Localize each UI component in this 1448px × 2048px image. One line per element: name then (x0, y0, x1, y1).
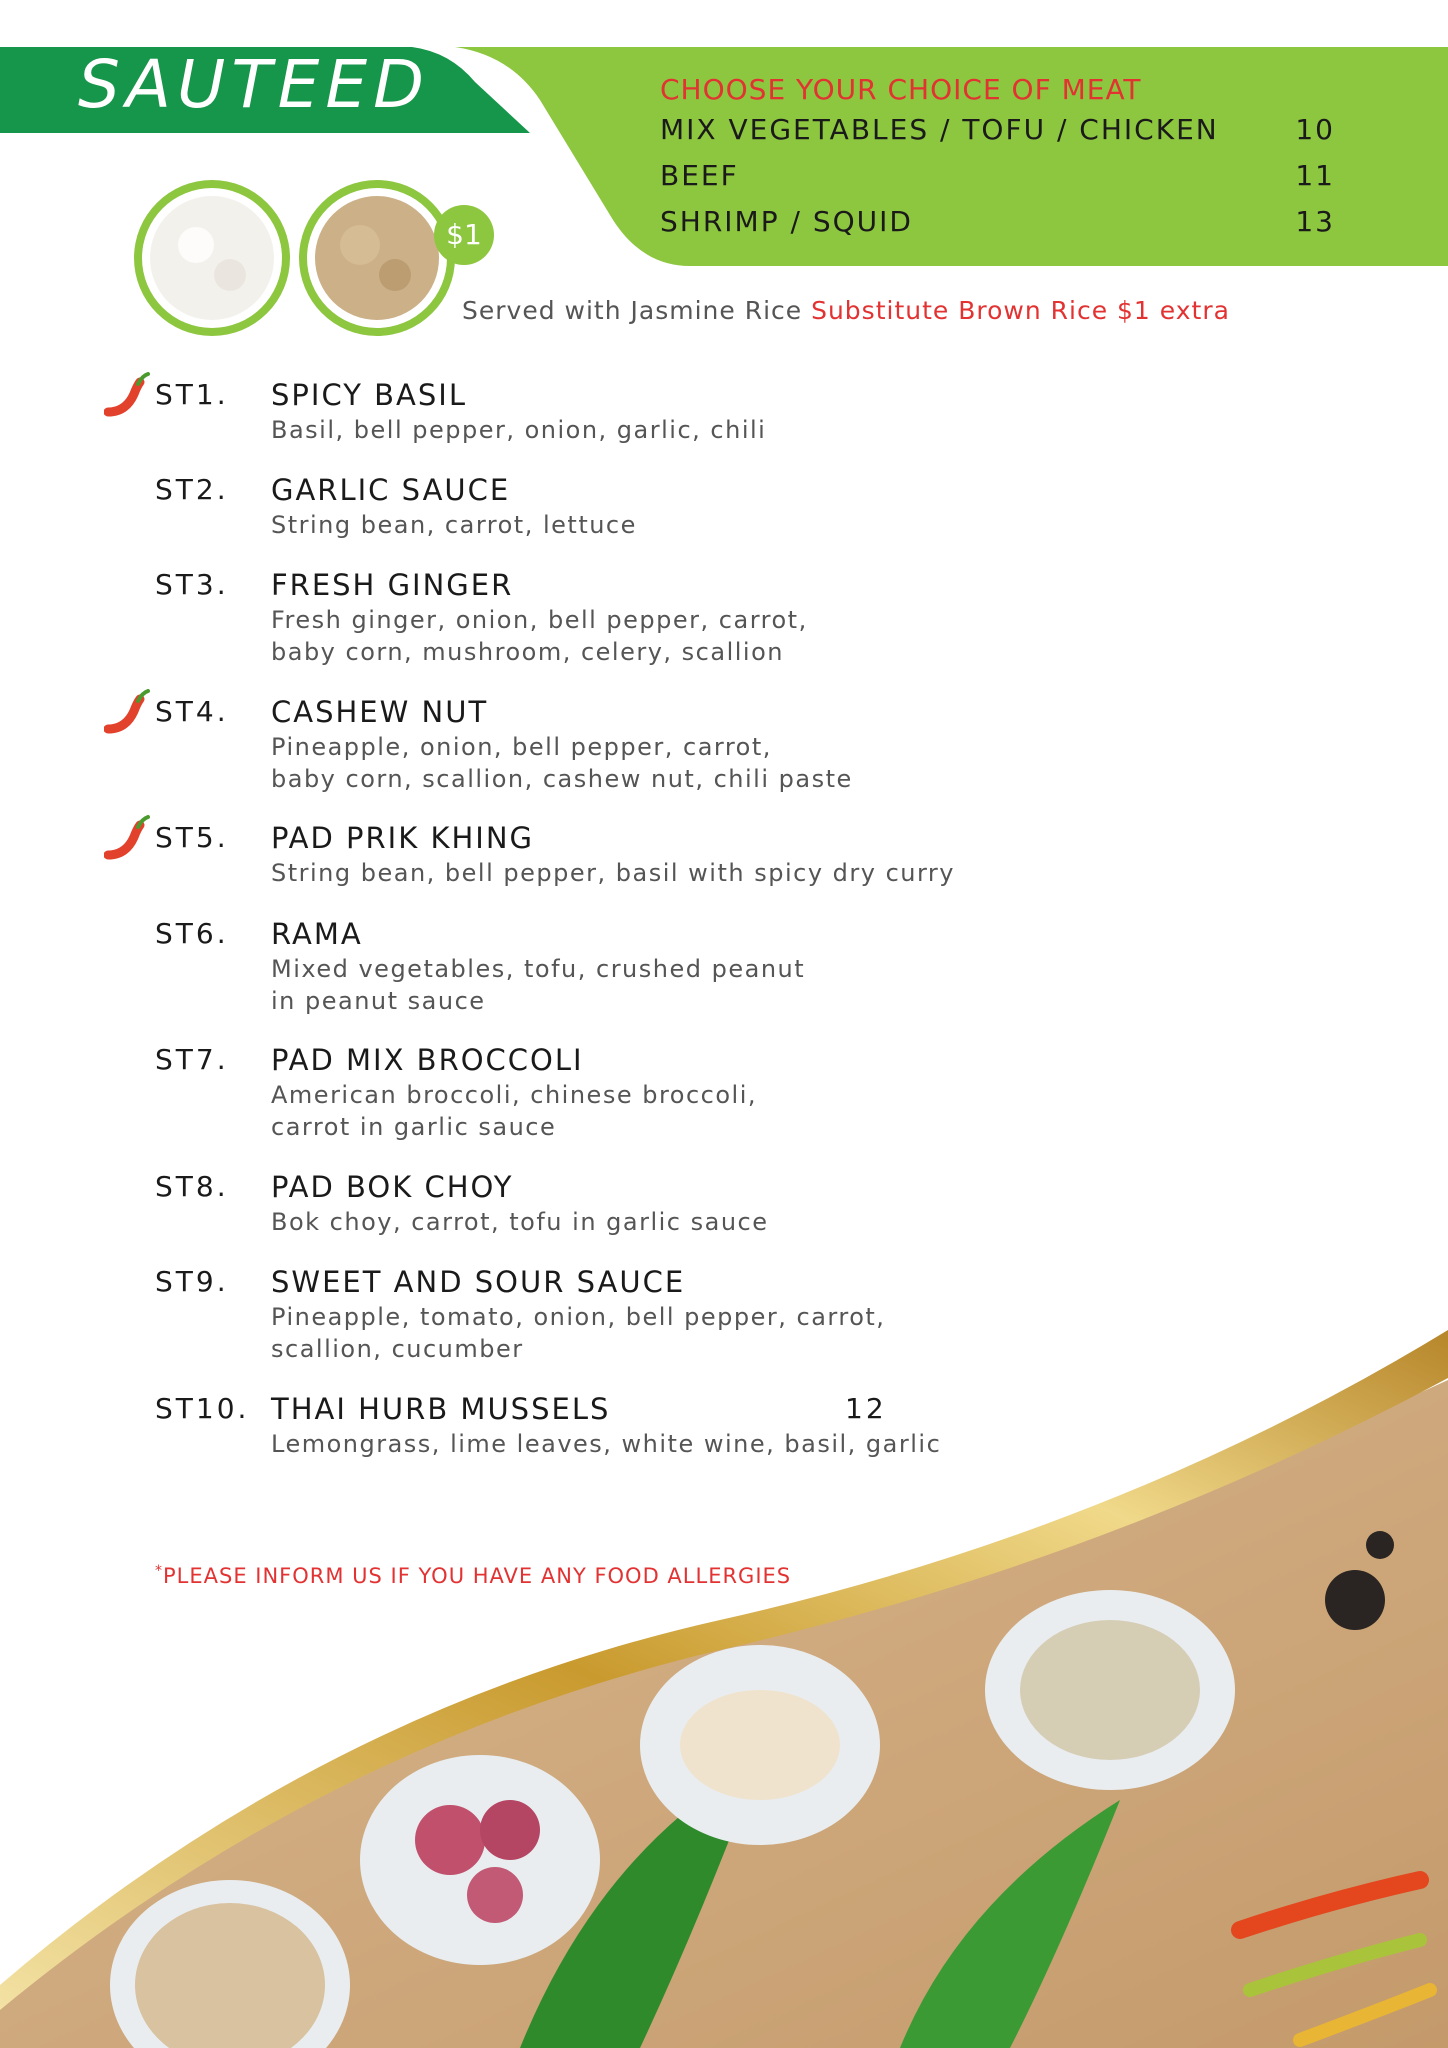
chili-icon (104, 815, 150, 863)
meat-option-price: 13 (1295, 205, 1335, 238)
item-description (271, 414, 766, 446)
item-name: SPICY BASIL (271, 378, 467, 412)
description-line: Lemongrass, lime leaves, white wine, basil, garlic (271, 1430, 942, 1458)
meat-option-row (660, 159, 1335, 192)
allergy-text: PLEASE INFORM US IF YOU HAVE ANY FOOD ALLERGIES (163, 1564, 792, 1588)
description-line: Pineapple, onion, bell pepper, carrot, (271, 733, 772, 761)
item-code: ST3. (155, 568, 229, 601)
chili-icon (104, 372, 150, 420)
meat-option-label: MIX VEGETABLES / TOFU / CHICKEN (660, 113, 1219, 146)
item-code: ST1. (155, 378, 229, 411)
description-line: baby corn, mushroom, celery, scallion (271, 638, 784, 666)
meat-choice-heading: CHOOSE YOUR CHOICE OF MEAT (660, 73, 1142, 106)
item-name: SWEET AND SOUR SAUCE (271, 1265, 686, 1299)
item-description (271, 953, 805, 1017)
description-line: carrot in garlic sauce (271, 1113, 557, 1141)
jasmine-rice-plate (134, 180, 290, 336)
description-line: baby corn, scallion, cashew nut, chili paste (271, 765, 853, 793)
section-title: SAUTEED (78, 46, 430, 123)
meat-option-price: 10 (1295, 113, 1335, 146)
description-line: Fresh ginger, onion, bell pepper, carrot, (271, 606, 808, 634)
chili-icon (104, 689, 150, 737)
item-code: ST9. (155, 1265, 229, 1298)
description-line: Basil, bell pepper, onion, garlic, chili (271, 416, 767, 444)
description-line: American broccoli, chinese broccoli, (271, 1081, 758, 1109)
item-code: ST10. (155, 1392, 250, 1425)
rice-note (462, 296, 1230, 325)
item-name: THAI HURB MUSSELS (271, 1392, 611, 1426)
item-description (271, 1301, 885, 1365)
item-code: ST6. (155, 917, 229, 950)
asterisk: * (155, 1563, 163, 1579)
item-code: ST8. (155, 1170, 229, 1203)
meat-option-row (660, 205, 1335, 238)
description-line: String bean, carrot, lettuce (271, 511, 637, 539)
description-line: scallion, cucumber (271, 1335, 524, 1363)
item-description (271, 857, 955, 889)
item-price: 12 (845, 1392, 887, 1425)
item-code: ST4. (155, 695, 229, 728)
meat-option-label: BEEF (660, 159, 739, 192)
item-name: PAD MIX BROCCOLI (271, 1043, 584, 1077)
meat-option-price: 11 (1295, 159, 1335, 192)
meat-option-row (660, 113, 1335, 146)
meat-option-label: SHRIMP / SQUID (660, 205, 913, 238)
brown-rice-price-badge: $1 (434, 205, 494, 265)
description-line: Pineapple, tomato, onion, bell pepper, carrot, (271, 1303, 886, 1331)
item-description (271, 509, 637, 541)
substitute-text: Substitute Brown Rice $1 extra (811, 296, 1230, 325)
item-name: CASHEW NUT (271, 695, 489, 729)
description-line: Bok choy, carrot, tofu in garlic sauce (271, 1208, 769, 1236)
description-line: Mixed vegetables, tofu, crushed peanut (271, 955, 806, 983)
item-description (271, 1079, 757, 1143)
description-line: String bean, bell pepper, basil with spicy dry curry (271, 859, 955, 887)
peppercorn-bowl (985, 1590, 1235, 1790)
item-name: RAMA (271, 917, 363, 951)
galangal-bowl (640, 1645, 880, 1845)
item-description (271, 1206, 769, 1238)
item-description (271, 731, 853, 795)
item-code: ST7. (155, 1043, 229, 1076)
brown-rice-plate (299, 180, 455, 336)
allergy-note (155, 1563, 791, 1588)
item-code: ST2. (155, 473, 229, 506)
item-name: PAD PRIK KHING (271, 821, 534, 855)
item-name: FRESH GINGER (271, 568, 514, 602)
item-code: ST5. (155, 821, 229, 854)
item-description (271, 1428, 941, 1460)
served-text: Served with Jasmine Rice (462, 296, 812, 325)
shallot-bowl (360, 1755, 600, 1965)
description-line: in peanut sauce (271, 987, 486, 1015)
item-name: GARLIC SAUCE (271, 473, 511, 507)
item-description (271, 604, 808, 668)
item-name: PAD BOK CHOY (271, 1170, 514, 1204)
